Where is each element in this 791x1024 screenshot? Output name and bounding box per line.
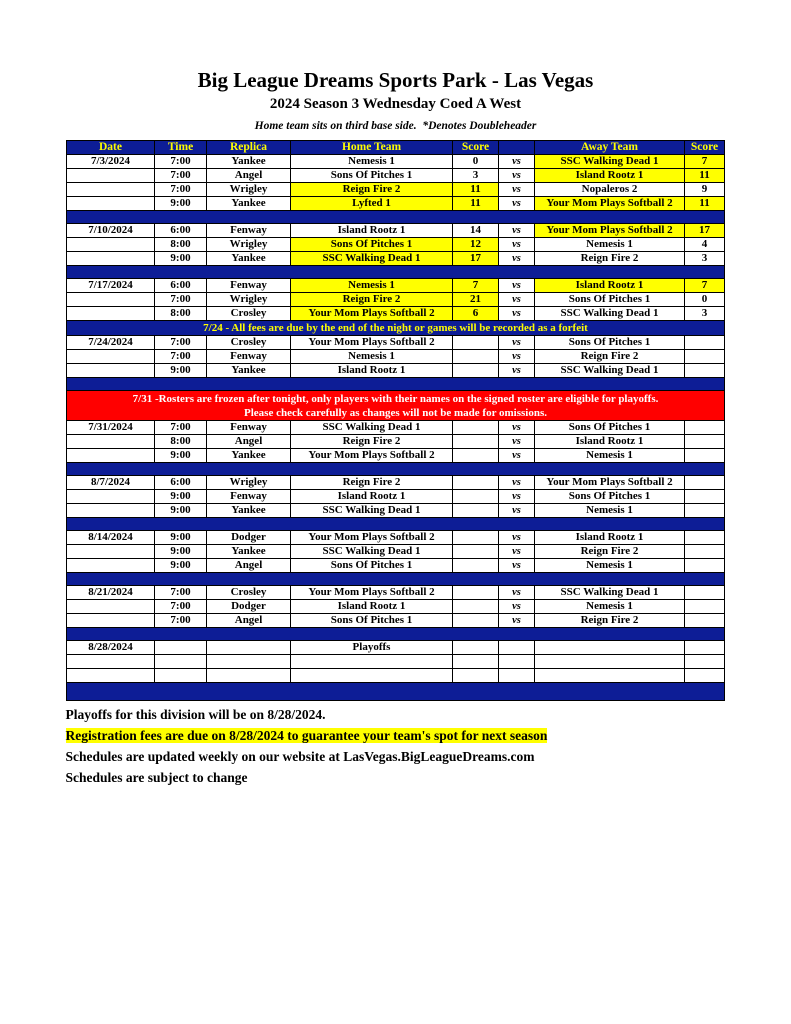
replica-cell: Dodger: [207, 600, 291, 614]
home-team-cell: Reign Fire 2: [291, 435, 453, 449]
away-team-cell: Nemesis 1: [535, 559, 685, 573]
vs-cell: vs: [499, 183, 535, 197]
home-score-cell: [453, 435, 499, 449]
date-cell: [67, 449, 155, 463]
away-score-cell: [685, 364, 725, 378]
vs-cell: [499, 641, 535, 655]
away-team-cell: SSC Walking Dead 1: [535, 364, 685, 378]
replica-cell: Yankee: [207, 364, 291, 378]
date-cell: 8/28/2024: [67, 641, 155, 655]
time-cell: 7:00: [155, 586, 207, 600]
time-cell: [155, 641, 207, 655]
fees-notice-text: 7/24 - All fees are due by the end of the night or games will be recorded as a forfeit: [67, 321, 725, 336]
replica-cell: Angel: [207, 435, 291, 449]
date-cell: [67, 435, 155, 449]
home-team-cell: Nemesis 1: [291, 155, 453, 169]
separator-row: [67, 573, 725, 586]
home-team-cell: Nemesis 1: [291, 279, 453, 293]
away-team-cell: Sons Of Pitches 1: [535, 421, 685, 435]
vs-cell: vs: [499, 476, 535, 490]
game-row: [67, 586, 725, 600]
away-team-cell: Your Mom Plays Softball 2: [535, 476, 685, 490]
away-team-cell: SSC Walking Dead 1: [535, 586, 685, 600]
table-head: [67, 141, 725, 155]
website-note: [66, 748, 726, 765]
time-cell: 6:00: [155, 224, 207, 238]
game-row: [67, 224, 725, 238]
footer-note-text: Registration fees are due on 8/28/2024 to guarantee your team's spot for next season: [65, 728, 548, 743]
home-score-cell: 12: [453, 238, 499, 252]
away-team-cell: Nemesis 1: [535, 238, 685, 252]
replica-cell: Yankee: [207, 545, 291, 559]
away-team-cell: Island Rootz 1: [535, 531, 685, 545]
away-score-cell: 0: [685, 293, 725, 307]
away-score-cell: 7: [685, 279, 725, 293]
game-row: [67, 336, 725, 350]
vs-cell: vs: [499, 279, 535, 293]
vs-cell: [499, 669, 535, 683]
home-score-cell: [453, 655, 499, 669]
replica-cell: Crosley: [207, 586, 291, 600]
time-cell: 7:00: [155, 350, 207, 364]
away-score-cell: [685, 614, 725, 628]
date-cell: [67, 293, 155, 307]
home-score-cell: 11: [453, 183, 499, 197]
home-score-cell: 0: [453, 155, 499, 169]
vs-cell: vs: [499, 307, 535, 321]
vs-cell: vs: [499, 600, 535, 614]
date-cell: [67, 600, 155, 614]
time-cell: 9:00: [155, 449, 207, 463]
vs-cell: vs: [499, 559, 535, 573]
column-header-time: Time: [155, 141, 207, 155]
game-row: [67, 307, 725, 321]
column-header-replica: Replica: [207, 141, 291, 155]
date-cell: [67, 252, 155, 266]
date-cell: 7/24/2024: [67, 336, 155, 350]
game-row: [67, 364, 725, 378]
home-team-cell: Your Mom Plays Softball 2: [291, 531, 453, 545]
replica-cell: Wrigley: [207, 183, 291, 197]
replica-cell: Angel: [207, 559, 291, 573]
home-score-cell: [453, 600, 499, 614]
separator-bar: [67, 573, 725, 586]
away-team-cell: Nemesis 1: [535, 600, 685, 614]
separator-row: [67, 266, 725, 279]
replica-cell: Wrigley: [207, 476, 291, 490]
date-cell: 8/21/2024: [67, 586, 155, 600]
away-score-cell: 7: [685, 155, 725, 169]
away-score-cell: [685, 655, 725, 669]
away-team-cell: Sons Of Pitches 1: [535, 293, 685, 307]
time-cell: 7:00: [155, 421, 207, 435]
home-team-cell: [291, 669, 453, 683]
game-row: [67, 531, 725, 545]
separator-bar: [67, 683, 725, 701]
replica-cell: Crosley: [207, 336, 291, 350]
column-header-score: Score: [453, 141, 499, 155]
game-row: [67, 600, 725, 614]
column-header-score: Score: [685, 141, 725, 155]
home-score-cell: [453, 586, 499, 600]
page-subtitle: 2024 Season 3 Wednesday Coed A West: [269, 96, 522, 112]
rosters-notice-line: 7/31 -Rosters are frozen after tonight, only players with their names on the signed roster are eligible for playoffs.: [132, 392, 659, 405]
home-team-cell: Sons Of Pitches 1: [291, 614, 453, 628]
home-score-cell: [453, 476, 499, 490]
vs-cell: vs: [499, 586, 535, 600]
vs-cell: vs: [499, 364, 535, 378]
away-score-cell: [685, 490, 725, 504]
game-row: [67, 279, 725, 293]
home-team-cell: SSC Walking Dead 1: [291, 504, 453, 518]
replica-cell: Yankee: [207, 155, 291, 169]
game-row: [67, 504, 725, 518]
time-cell: 8:00: [155, 238, 207, 252]
away-team-cell: Island Rootz 1: [535, 169, 685, 183]
home-team-cell: SSC Walking Dead 1: [291, 545, 453, 559]
footer-note-text: Playoffs for this division will be on 8/28/2024.: [65, 707, 326, 722]
game-row: [67, 155, 725, 169]
time-cell: 9:00: [155, 364, 207, 378]
home-score-cell: [453, 531, 499, 545]
separator-bar: [67, 628, 725, 641]
separator-row: [67, 628, 725, 641]
date-cell: 8/7/2024: [67, 476, 155, 490]
time-cell: 7:00: [155, 169, 207, 183]
home-score-cell: [453, 336, 499, 350]
vs-cell: vs: [499, 155, 535, 169]
replica-cell: Wrigley: [207, 293, 291, 307]
away-score-cell: 11: [685, 197, 725, 211]
schedule-table: [66, 140, 725, 701]
home-team-cell: Island Rootz 1: [291, 364, 453, 378]
home-score-cell: [453, 641, 499, 655]
home-score-cell: [453, 545, 499, 559]
replica-cell: [207, 641, 291, 655]
home-team-cell: SSC Walking Dead 1: [291, 421, 453, 435]
game-row: [67, 421, 725, 435]
time-cell: 9:00: [155, 559, 207, 573]
home-team-cell: Sons Of Pitches 1: [291, 238, 453, 252]
empty-row: [67, 655, 725, 669]
page-title: Big League Dreams Sports Park - Las Vegas: [197, 68, 594, 92]
date-cell: 8/14/2024: [67, 531, 155, 545]
away-score-cell: [685, 641, 725, 655]
rosters-notice-row: [67, 391, 725, 421]
away-team-cell: [535, 655, 685, 669]
home-score-cell: [453, 614, 499, 628]
home-team-cell: Island Rootz 1: [291, 600, 453, 614]
replica-cell: Angel: [207, 614, 291, 628]
replica-cell: Fenway: [207, 421, 291, 435]
home-score-cell: 21: [453, 293, 499, 307]
vs-cell: vs: [499, 614, 535, 628]
footer-note-text: Schedules are subject to change: [65, 770, 248, 785]
vs-cell: vs: [499, 238, 535, 252]
game-row: [67, 476, 725, 490]
time-cell: 7:00: [155, 614, 207, 628]
time-cell: [155, 669, 207, 683]
home-team-cell: Sons Of Pitches 1: [291, 169, 453, 183]
away-score-cell: [685, 476, 725, 490]
time-cell: 9:00: [155, 197, 207, 211]
replica-cell: Fenway: [207, 224, 291, 238]
vs-cell: vs: [499, 350, 535, 364]
empty-row: [67, 669, 725, 683]
replica-cell: Yankee: [207, 449, 291, 463]
separator-row: [67, 378, 725, 391]
game-row: [67, 183, 725, 197]
game-row: [67, 169, 725, 183]
away-team-cell: Island Rootz 1: [535, 279, 685, 293]
time-cell: 9:00: [155, 545, 207, 559]
date-cell: [67, 307, 155, 321]
home-team-cell: Reign Fire 2: [291, 476, 453, 490]
home-team-cell: Reign Fire 2: [291, 293, 453, 307]
away-score-cell: [685, 669, 725, 683]
date-cell: [67, 197, 155, 211]
time-cell: 7:00: [155, 600, 207, 614]
replica-cell: Fenway: [207, 490, 291, 504]
away-team-cell: Your Mom Plays Softball 2: [535, 197, 685, 211]
time-cell: 7:00: [155, 293, 207, 307]
replica-cell: Fenway: [207, 279, 291, 293]
separator-row: [67, 683, 725, 701]
home-score-cell: [453, 504, 499, 518]
date-cell: [67, 545, 155, 559]
away-team-cell: Your Mom Plays Softball 2: [535, 224, 685, 238]
away-team-cell: Nopaleros 2: [535, 183, 685, 197]
column-header-vs: [499, 141, 535, 155]
separator-bar: [67, 463, 725, 476]
game-row: [67, 449, 725, 463]
game-row: [67, 252, 725, 266]
replica-cell: Yankee: [207, 252, 291, 266]
separator-bar: [67, 518, 725, 531]
away-score-cell: [685, 504, 725, 518]
time-cell: 7:00: [155, 155, 207, 169]
home-team-note: Home team sits on third base side. *Denotes Doubleheader: [254, 120, 537, 132]
time-cell: 9:00: [155, 490, 207, 504]
away-team-cell: Sons Of Pitches 1: [535, 336, 685, 350]
replica-cell: Crosley: [207, 307, 291, 321]
home-score-cell: 14: [453, 224, 499, 238]
game-row: [67, 238, 725, 252]
home-team-cell: Your Mom Plays Softball 2: [291, 336, 453, 350]
home-score-cell: 3: [453, 169, 499, 183]
replica-cell: Angel: [207, 169, 291, 183]
vs-cell: vs: [499, 490, 535, 504]
time-cell: 6:00: [155, 476, 207, 490]
away-team-cell: Sons Of Pitches 1: [535, 490, 685, 504]
away-score-cell: 17: [685, 224, 725, 238]
date-cell: [67, 183, 155, 197]
date-cell: [67, 504, 155, 518]
away-score-cell: [685, 559, 725, 573]
column-header-home-team: Home Team: [291, 141, 453, 155]
home-score-cell: [453, 421, 499, 435]
away-score-cell: [685, 350, 725, 364]
home-team-cell: [291, 655, 453, 669]
home-team-cell: Reign Fire 2: [291, 183, 453, 197]
home-score-cell: 11: [453, 197, 499, 211]
date-cell: 7/31/2024: [67, 421, 155, 435]
home-score-cell: [453, 350, 499, 364]
table-body: [67, 155, 725, 701]
game-row: [67, 490, 725, 504]
away-team-cell: SSC Walking Dead 1: [535, 307, 685, 321]
rosters-notice-line: Please check carefully as changes will not be made for omissions.: [244, 406, 547, 419]
replica-cell: [207, 655, 291, 669]
time-cell: 6:00: [155, 279, 207, 293]
home-team-cell: Your Mom Plays Softball 2: [291, 307, 453, 321]
home-team-cell: Your Mom Plays Softball 2: [291, 586, 453, 600]
separator-row: [67, 463, 725, 476]
home-score-cell: [453, 364, 499, 378]
replica-cell: [207, 669, 291, 683]
header-row: [67, 141, 725, 155]
away-score-cell: [685, 531, 725, 545]
vs-cell: vs: [499, 169, 535, 183]
footer-notes: [66, 706, 726, 786]
game-row: [67, 545, 725, 559]
away-team-cell: Reign Fire 2: [535, 252, 685, 266]
home-team-cell: Nemesis 1: [291, 350, 453, 364]
vs-cell: vs: [499, 504, 535, 518]
column-header-away-team: Away Team: [535, 141, 685, 155]
home-team-cell: Island Rootz 1: [291, 490, 453, 504]
vs-cell: vs: [499, 531, 535, 545]
away-score-cell: 11: [685, 169, 725, 183]
home-score-cell: 17: [453, 252, 499, 266]
rosters-notice-text: [67, 391, 725, 421]
home-score-cell: 7: [453, 279, 499, 293]
away-team-cell: Reign Fire 2: [535, 545, 685, 559]
home-score-cell: 6: [453, 307, 499, 321]
time-cell: 8:00: [155, 307, 207, 321]
time-cell: 9:00: [155, 252, 207, 266]
date-cell: [67, 169, 155, 183]
home-team-cell: Sons Of Pitches 1: [291, 559, 453, 573]
date-cell: [67, 655, 155, 669]
date-cell: [67, 364, 155, 378]
vs-cell: vs: [499, 252, 535, 266]
playoffs-row: [67, 641, 725, 655]
away-score-cell: [685, 336, 725, 350]
date-cell: [67, 559, 155, 573]
separator-bar: [67, 378, 725, 391]
vs-cell: vs: [499, 435, 535, 449]
vs-cell: vs: [499, 449, 535, 463]
separator-row: [67, 211, 725, 224]
away-team-cell: Reign Fire 2: [535, 614, 685, 628]
home-score-cell: [453, 449, 499, 463]
vs-cell: [499, 655, 535, 669]
game-row: [67, 197, 725, 211]
separator-bar: [67, 266, 725, 279]
replica-cell: Fenway: [207, 350, 291, 364]
game-row: [67, 559, 725, 573]
away-team-cell: Nemesis 1: [535, 449, 685, 463]
game-row: [67, 293, 725, 307]
vs-cell: vs: [499, 293, 535, 307]
time-cell: [155, 655, 207, 669]
away-team-cell: Nemesis 1: [535, 504, 685, 518]
date-cell: 7/17/2024: [67, 279, 155, 293]
away-score-cell: 9: [685, 183, 725, 197]
time-cell: 9:00: [155, 504, 207, 518]
footer-note-text: Schedules are updated weekly on our website at LasVegas.BigLeagueDreams.com: [65, 749, 535, 764]
away-score-cell: 3: [685, 307, 725, 321]
away-team-cell: SSC Walking Dead 1: [535, 155, 685, 169]
date-cell: [67, 238, 155, 252]
away-score-cell: [685, 421, 725, 435]
home-team-cell: Your Mom Plays Softball 2: [291, 449, 453, 463]
away-team-cell: [535, 641, 685, 655]
replica-cell: Dodger: [207, 531, 291, 545]
away-score-cell: [685, 545, 725, 559]
date-cell: [67, 490, 155, 504]
away-score-cell: 3: [685, 252, 725, 266]
away-team-cell: [535, 669, 685, 683]
home-team-cell: Lyfted 1: [291, 197, 453, 211]
separator-row: [67, 518, 725, 531]
home-score-cell: [453, 559, 499, 573]
away-team-cell: Reign Fire 2: [535, 350, 685, 364]
column-header-date: Date: [67, 141, 155, 155]
time-cell: 9:00: [155, 531, 207, 545]
vs-cell: vs: [499, 336, 535, 350]
time-cell: 8:00: [155, 435, 207, 449]
fees-notice-row: [67, 321, 725, 336]
home-score-cell: [453, 490, 499, 504]
vs-cell: vs: [499, 421, 535, 435]
registration-fees-note: [66, 727, 726, 744]
away-team-cell: Island Rootz 1: [535, 435, 685, 449]
date-cell: [67, 350, 155, 364]
vs-cell: vs: [499, 224, 535, 238]
time-cell: 7:00: [155, 183, 207, 197]
separator-bar: [67, 211, 725, 224]
home-team-cell: Island Rootz 1: [291, 224, 453, 238]
game-row: [67, 350, 725, 364]
date-cell: [67, 614, 155, 628]
date-cell: 7/3/2024: [67, 155, 155, 169]
date-cell: 7/10/2024: [67, 224, 155, 238]
replica-cell: Yankee: [207, 197, 291, 211]
subject-to-change-note: [66, 769, 726, 786]
game-row: [67, 614, 725, 628]
game-row: [67, 435, 725, 449]
away-score-cell: [685, 435, 725, 449]
away-score-cell: [685, 586, 725, 600]
vs-cell: vs: [499, 197, 535, 211]
replica-cell: Wrigley: [207, 238, 291, 252]
replica-cell: Yankee: [207, 504, 291, 518]
vs-cell: vs: [499, 545, 535, 559]
time-cell: 7:00: [155, 336, 207, 350]
date-cell: [67, 669, 155, 683]
away-score-cell: 4: [685, 238, 725, 252]
playoffs-date-note: [66, 706, 726, 723]
away-score-cell: [685, 600, 725, 614]
home-team-cell: SSC Walking Dead 1: [291, 252, 453, 266]
playoffs-label-cell: Playoffs: [291, 641, 453, 655]
away-score-cell: [685, 449, 725, 463]
home-score-cell: [453, 669, 499, 683]
